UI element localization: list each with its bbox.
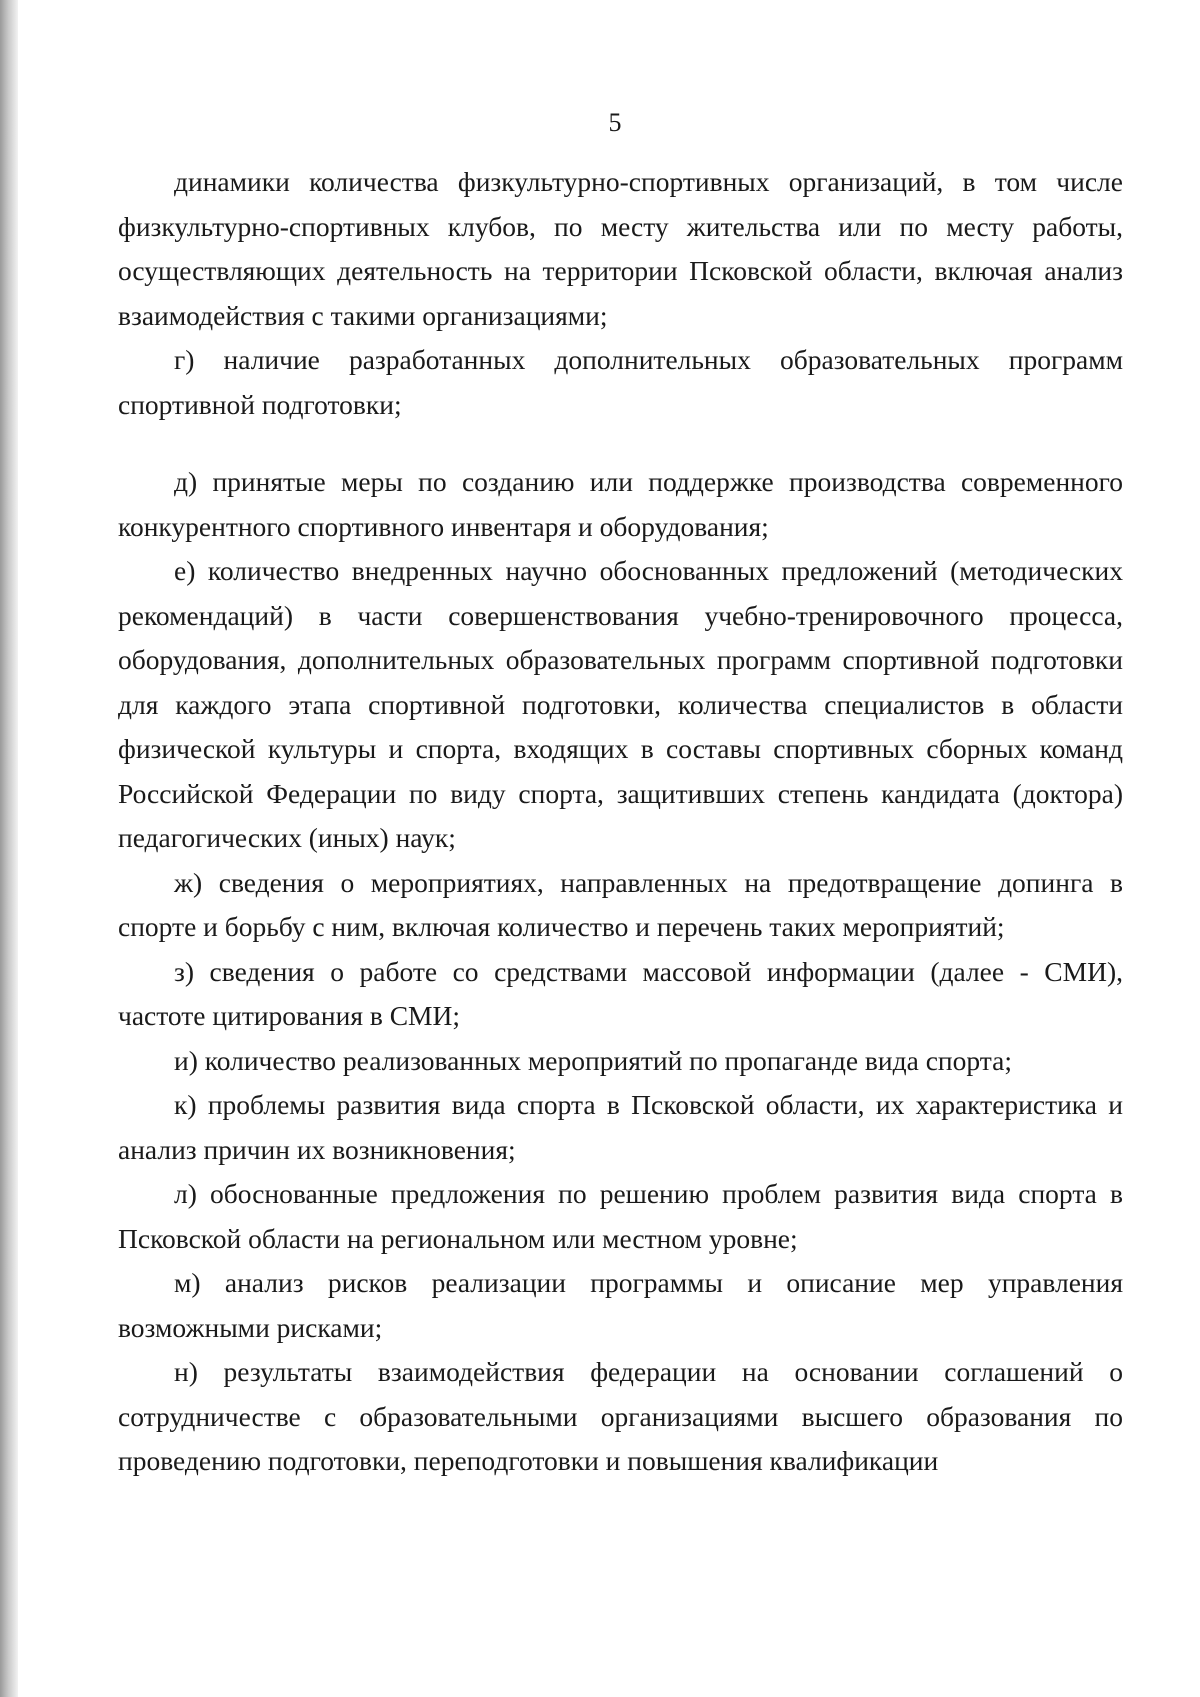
paragraph-l: л) обоснованные предложения по решению проблем развития вида спорта в Псковской области на региональном или местном уровне; xyxy=(118,1178,1123,1254)
paragraph-continuation: динамики количества физкультурно-спортивных организаций, в том числе физкультурно-спортивных клубов, по месту жительства или по месту работы, осуществляющих деятельность на территории Псковской области, включая анализ взаимодействия с такими организациями; xyxy=(118,166,1123,331)
paragraph-zh: ж) сведения о мероприятиях, направленных на предотвращение допинга в спорте и борьбу с ним, включая количество и перечень таких мероприятий; xyxy=(118,866,1123,942)
paragraph-e: е) количество внедренных научно обоснованных предложений (методических рекомендаций) в части совершенствования учебно-тренировочного процесса, оборудования, дополнительных образовательных программ спортивной подготовки для каждого этапа спортивной подготовки, количества специалистов в области физической культуры и спорта, входящих в составы спортивных сборных команд Российской Федерации по виду спорта, защитивших степень кандидата (доктора) педагогических (иных) наук; xyxy=(118,555,1123,853)
page-number: 5 xyxy=(608,108,622,137)
paragraph-m: м) анализ рисков реализации программы и описание мер управления возможными рисками; xyxy=(118,1267,1123,1343)
paragraph-n: н) результаты взаимодействия федерации на основании соглашений о сотрудничестве с образовательными организациями высшего образования по проведению подготовки, переподготовки и повышения квалификации xyxy=(118,1356,1123,1476)
document-body xyxy=(118,160,1123,1484)
paragraph-z: з) сведения о работе со средствами массовой информации (далее - СМИ), частоте цитирования в СМИ; xyxy=(118,955,1123,1031)
paragraph-d: д) принятые меры по созданию или поддержке производства современного конкурентного спортивного инвентаря и оборудования; xyxy=(118,466,1123,542)
paragraph-k: к) проблемы развития вида спорта в Псковской области, их характеристика и анализ причин их возникновения; xyxy=(118,1089,1123,1165)
paragraph-i: и) количество реализованных мероприятий по пропаганде вида спорта; xyxy=(174,1044,1012,1076)
paragraph-g: г) наличие разработанных дополнительных образовательных программ спортивной подготовки; xyxy=(118,344,1123,420)
scan-edge-shadow xyxy=(0,0,18,1697)
